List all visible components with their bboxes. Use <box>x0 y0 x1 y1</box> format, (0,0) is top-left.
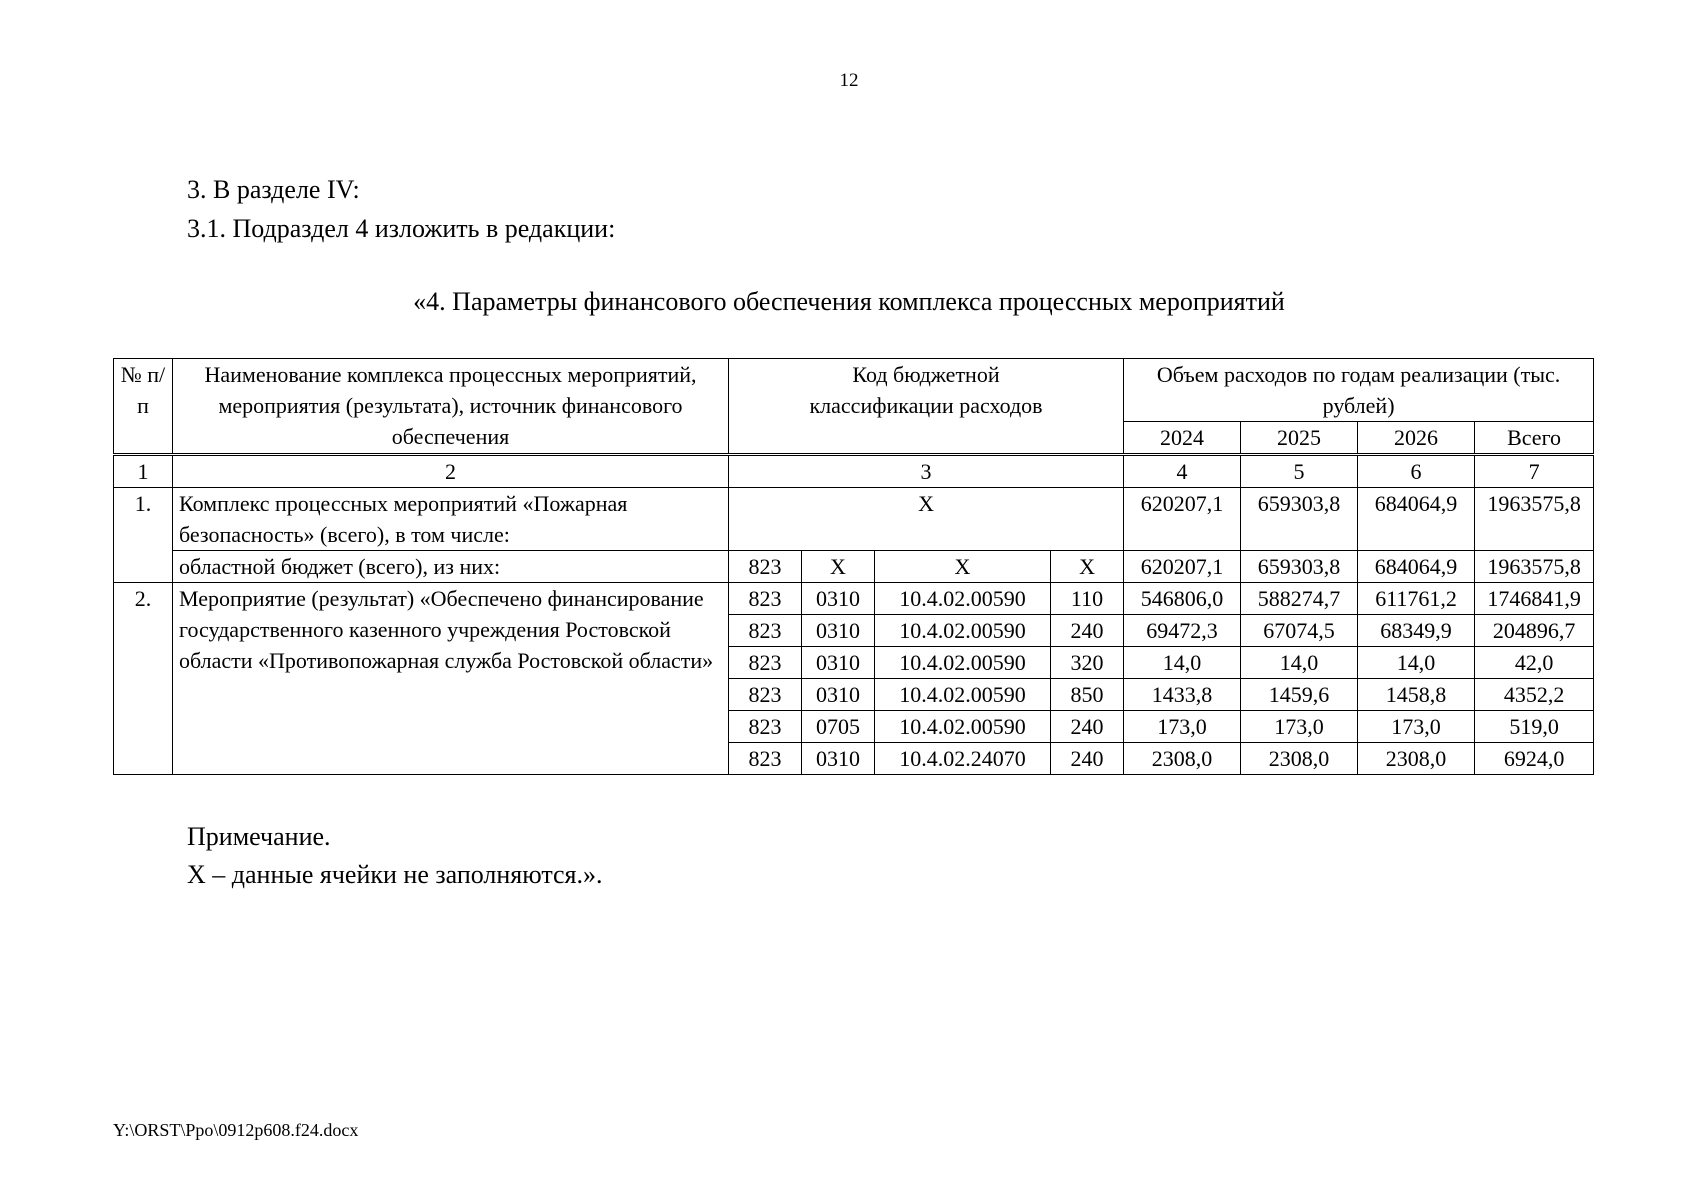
measure-code-3: 10.4.02.00590 <box>875 583 1051 615</box>
index-row <box>114 455 1594 488</box>
measure-2025: 67074,5 <box>1241 615 1358 647</box>
measure-code-2: 0310 <box>802 743 875 775</box>
measure-2024: 69472,3 <box>1124 615 1241 647</box>
section-title: «4. Параметры финансового обеспечения комплекса процессных мероприятий <box>413 287 1285 316</box>
index-cell: 6 <box>1358 455 1475 488</box>
measure-2025: 14,0 <box>1241 647 1358 679</box>
measure-2025: 1459,6 <box>1241 679 1358 711</box>
measure-2026: 173,0 <box>1358 711 1475 743</box>
measure-2024: 14,0 <box>1124 647 1241 679</box>
intro-line-1: 3. В разделе IV: <box>187 175 360 204</box>
regional-code-4: X <box>1051 551 1124 583</box>
measure-code-2: 0705 <box>802 711 875 743</box>
measure-name: Мероприятие (результат) «Обеспечено финансирование государственного казенного учреждения Ростовской области «Противопожарная служба Ростовской области» <box>173 583 729 775</box>
measure-2026: 2308,0 <box>1358 743 1475 775</box>
header-total: Всего <box>1475 422 1594 455</box>
complex-2026: 684064,9 <box>1358 488 1475 551</box>
header-name: Наименование комплекса процессных мероприятий, мероприятия (результата), источник финансового обеспечения <box>173 359 729 455</box>
measure-2024: 2308,0 <box>1124 743 1241 775</box>
regional-2025: 659303,8 <box>1241 551 1358 583</box>
footer-file-path: Y:\ORST\Ppo\0912p608.f24.docx <box>113 1120 359 1140</box>
complex-total: 1963575,8 <box>1475 488 1594 551</box>
measure-2024: 1433,8 <box>1124 679 1241 711</box>
regional-code-1: 823 <box>729 551 802 583</box>
measure-code-3: 10.4.02.00590 <box>875 615 1051 647</box>
header-year-2024: 2024 <box>1124 422 1241 455</box>
measure-code-2: 0310 <box>802 583 875 615</box>
financing-table <box>113 358 1594 775</box>
index-cell: 3 <box>729 455 1124 488</box>
measure-total: 1746841,9 <box>1475 583 1594 615</box>
regional-budget-name: областной бюджет (всего), из них: <box>173 551 729 583</box>
measure-code-3: 10.4.02.00590 <box>875 679 1051 711</box>
measure-code-3: 10.4.02.00590 <box>875 647 1051 679</box>
measure-2025: 588274,7 <box>1241 583 1358 615</box>
regional-2024: 620207,1 <box>1124 551 1241 583</box>
measure-code-4: 850 <box>1051 679 1124 711</box>
complex-2024: 620207,1 <box>1124 488 1241 551</box>
note-text: X – данные ячейки не заполняются.». <box>187 860 603 889</box>
measure-code-4: 240 <box>1051 711 1124 743</box>
index-cell: 7 <box>1475 455 1594 488</box>
header-num: № п/п <box>114 359 173 455</box>
header-code: Код бюджетной классификации расходов <box>729 359 1124 455</box>
measure-2025: 2308,0 <box>1241 743 1358 775</box>
index-cell: 1 <box>114 455 173 488</box>
regional-code-3: X <box>875 551 1051 583</box>
measure-code-1: 823 <box>729 743 802 775</box>
measure-2024: 546806,0 <box>1124 583 1241 615</box>
header-volume: Объем расходов по годам реализации (тыс. рублей) <box>1124 359 1594 422</box>
measure-code-1: 823 <box>729 647 802 679</box>
regional-total: 1963575,8 <box>1475 551 1594 583</box>
header-year-2026: 2026 <box>1358 422 1475 455</box>
complex-name: Комплекс процессных мероприятий «Пожарная безопасность» (всего), в том числе: <box>173 488 729 551</box>
index-cell: 4 <box>1124 455 1241 488</box>
complex-num: 1. <box>114 488 173 583</box>
measure-2024: 173,0 <box>1124 711 1241 743</box>
page-number: 12 <box>839 70 859 91</box>
measure-total: 204896,7 <box>1475 615 1594 647</box>
note-title: Примечание. <box>187 822 331 851</box>
measure-code-4: 240 <box>1051 743 1124 775</box>
measure-2026: 1458,8 <box>1358 679 1475 711</box>
measure-code-2: 0310 <box>802 647 875 679</box>
index-cell: 2 <box>173 455 729 488</box>
measure-code-3: 10.4.02.24070 <box>875 743 1051 775</box>
measure-total: 42,0 <box>1475 647 1594 679</box>
measure-total: 4352,2 <box>1475 679 1594 711</box>
measure-code-4: 110 <box>1051 583 1124 615</box>
measure-2026: 68349,9 <box>1358 615 1475 647</box>
measure-code-2: 0310 <box>802 615 875 647</box>
intro-line-2: 3.1. Подраздел 4 изложить в редакции: <box>187 214 616 243</box>
measure-code-2: 0310 <box>802 679 875 711</box>
complex-row <box>114 488 1594 551</box>
measure-num: 2. <box>114 583 173 775</box>
regional-code-2: X <box>802 551 875 583</box>
measure-code-1: 823 <box>729 711 802 743</box>
measure-code-1: 823 <box>729 679 802 711</box>
measure-total: 6924,0 <box>1475 743 1594 775</box>
regional-budget-row <box>114 551 1594 583</box>
measure-code-1: 823 <box>729 615 802 647</box>
measure-code-4: 240 <box>1051 615 1124 647</box>
measure-code-3: 10.4.02.00590 <box>875 711 1051 743</box>
measure-total: 519,0 <box>1475 711 1594 743</box>
measure-2026: 14,0 <box>1358 647 1475 679</box>
complex-2025: 659303,8 <box>1241 488 1358 551</box>
header-year-2025: 2025 <box>1241 422 1358 455</box>
complex-code: X <box>729 488 1124 551</box>
measure-code-1: 823 <box>729 583 802 615</box>
measure-code-4: 320 <box>1051 647 1124 679</box>
measure-2025: 173,0 <box>1241 711 1358 743</box>
measure-2026: 611761,2 <box>1358 583 1475 615</box>
measure-row <box>114 583 1594 615</box>
index-cell: 5 <box>1241 455 1358 488</box>
regional-2026: 684064,9 <box>1358 551 1475 583</box>
